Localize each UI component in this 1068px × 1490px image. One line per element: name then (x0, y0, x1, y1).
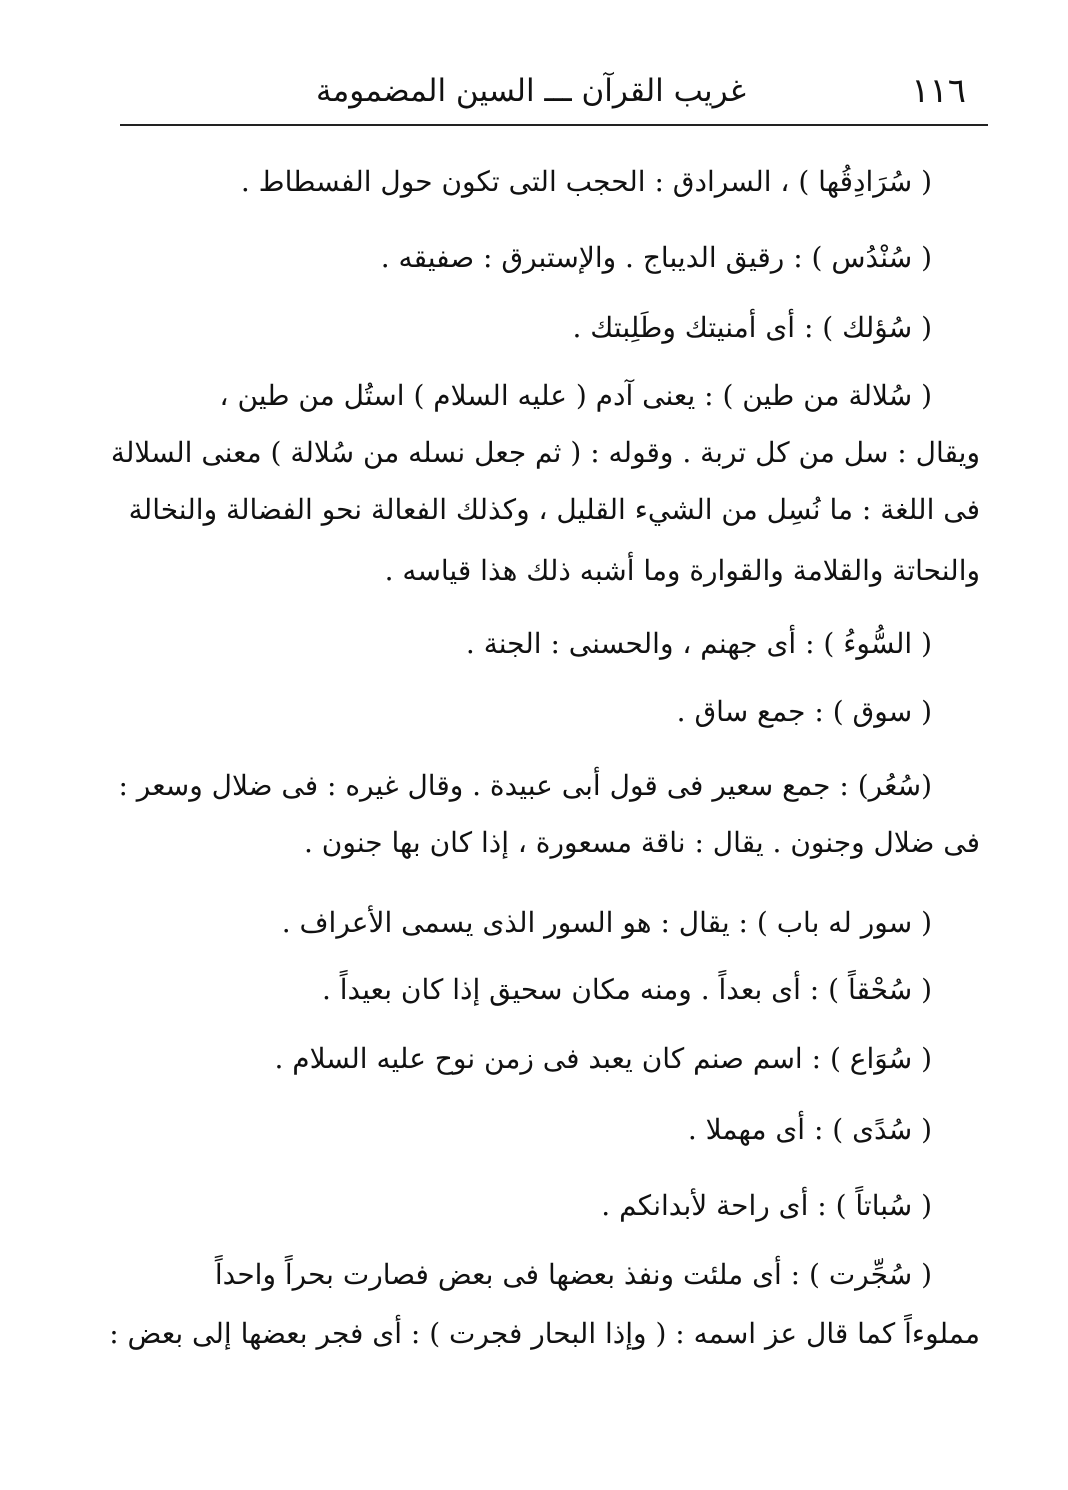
entry-line: ( سور له باب ) : يقال : هو السور الذى يسمى الأعراف . (281, 906, 932, 939)
entry-continuation-line: فى اللغة : ما نُسِل من الشيء القليل ، وكذلك الفعالة نحو الفضالة والنخالة (128, 493, 980, 526)
entry-line: ( سُجِّرت ) : أى ملئت ونفذ بعضها فى بعض فصارت بحراً واحداً (214, 1258, 932, 1291)
entry-line: ( سُلالة من طين ) : يعنى آدم ( عليه السلام ) استُل من طين ، (219, 379, 932, 412)
entry-continuation-line: فى ضلال وجنون . يقال : ناقة مسعورة ، إذا كان بها جنون . (304, 826, 980, 859)
entry-continuation-line: ويقال : سل من كل تربة . وقوله : ( ثم جعل نسله من سُلالة ) معنى السلالة (110, 436, 980, 469)
entry-continuation-line: والنحاتة والقلامة والقوارة وما أشبه ذلك هذا قياسه . (384, 554, 980, 587)
entry-line: ( سُدًى ) : أى مهملا . (687, 1113, 932, 1146)
entry-line: ( سُنْدُس ) : رقيق الديباج . والإستبرق : صفيقه . (380, 241, 932, 274)
entry-line: ( سُباتاً ) : أى راحة لأبدانكم . (601, 1189, 932, 1222)
header-divider (120, 124, 988, 126)
entry-line: ( سُؤلك ) : أى أمنيتك وطَلِبتك . (572, 311, 932, 344)
entry-line: ( سوق ) : جمع ساق . (676, 695, 932, 728)
entry-line: (سُعُر) : جمع سعير فى قول أبى عبيدة . وقال غيره : فى ضلال وسعر : (118, 769, 932, 802)
running-title: غريب القرآن ـــ السين المضمومة (316, 73, 746, 109)
entry-line: ( سُحْقاً ) : أى بعداً . ومنه مكان سحيق إذا كان بعيداً . (321, 973, 932, 1006)
entry-continuation-line: مملوءاً كما قال عز اسمه : ( وإذا البحار فجرت ) : أى فجر بعضها إلى بعض : (109, 1317, 980, 1350)
entry-line: ( السُّوءُ ) : أى جهنم ، والحسنى : الجنة . (465, 627, 932, 660)
page-number: ١١٦ (911, 71, 966, 111)
entry-line: ( سُرَادِقُها ) ، السرادق : الحجب التى تكون حول الفسطاط . (240, 165, 932, 198)
entry-line: ( سُوَاع ) : اسم صنم كان يعبد فى زمن نوح عليه السلام . (274, 1042, 932, 1075)
page-header (120, 66, 988, 114)
